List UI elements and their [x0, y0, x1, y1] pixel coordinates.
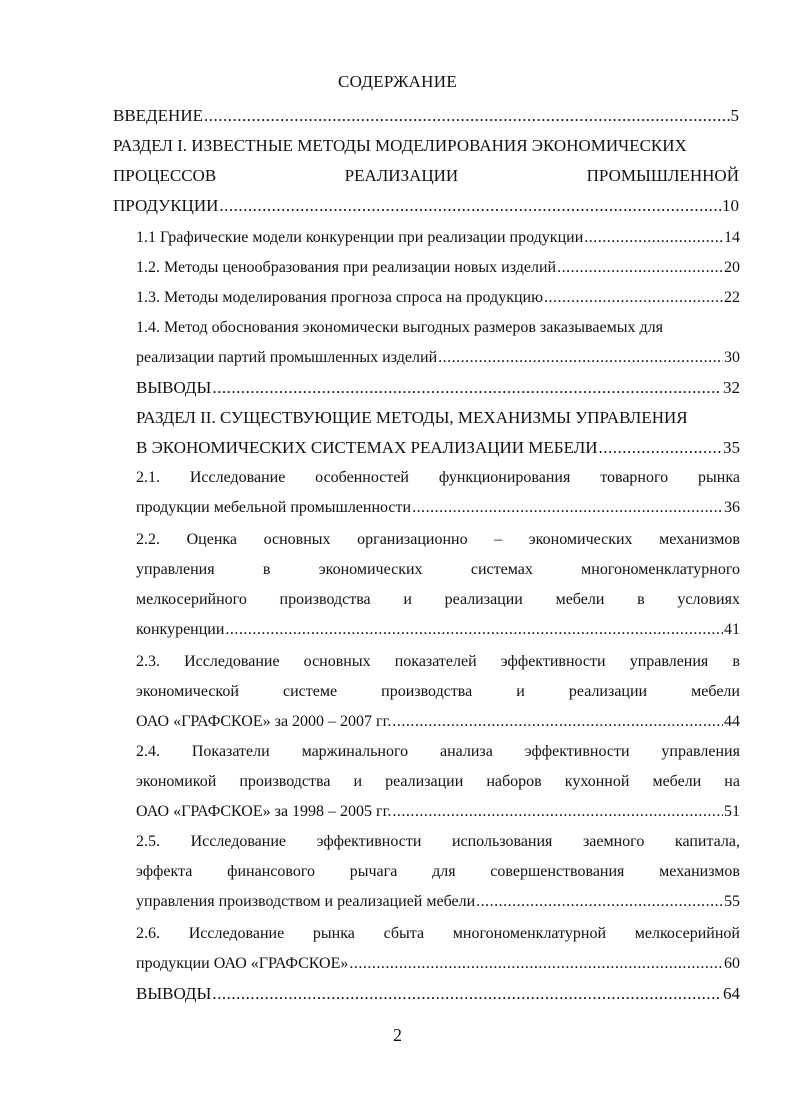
toc-entry-text: РАЗДЕЛ I. ИЗВЕСТНЫЕ МЕТОДЫ МОДЕЛИРОВАНИЯ ЭКОНОМИЧЕСКИХ [113, 136, 687, 155]
toc-word: в [637, 591, 645, 608]
toc-section-1-line-2 [113, 166, 739, 186]
toc-word: 2.1. [136, 469, 160, 486]
toc-word: ПРОЦЕССОВ [113, 166, 217, 185]
toc-page-number: 44 [724, 713, 740, 730]
toc-word: заемного [582, 833, 645, 850]
toc-word: рычага [349, 863, 398, 880]
toc-word: товарного [600, 469, 669, 486]
toc-word: экономических [318, 561, 423, 578]
toc-word: Исследование [184, 653, 280, 670]
toc-entry-text: В ЭКОНОМИЧЕСКИХ СИСТЕМАХ РЕАЛИЗАЦИИ МЕБЕЛИ [136, 438, 598, 457]
toc-entry-1-3 [136, 288, 740, 308]
page-number: 2 [393, 1025, 402, 1045]
toc-entry-1-2 [136, 258, 740, 278]
toc-page-number: 20 [724, 259, 740, 276]
toc-word: и [403, 591, 412, 608]
toc-word: экономических [528, 531, 633, 548]
toc-word: показателей [394, 653, 477, 670]
toc-entry-text: продукции ОАО «ГРАФСКОЕ» [136, 955, 349, 972]
toc-entry-2-4-line-2 [136, 772, 740, 792]
toc-entry-2-3-line-2 [136, 682, 740, 702]
toc-word: анализа [439, 743, 493, 760]
toc-word: для [432, 863, 456, 880]
toc-entry-text: управления производством и реализацией мебели [136, 893, 476, 910]
toc-page-number: 60 [724, 955, 740, 972]
toc-word: системе [283, 683, 338, 700]
toc-word: эффекта [136, 863, 193, 880]
toc-word: маржинального [301, 743, 409, 760]
toc-word: Исследование [189, 469, 286, 486]
toc-word: механизмов [659, 863, 740, 880]
toc-word: функционирования [438, 469, 571, 486]
toc-page-number: 32 [723, 378, 740, 397]
toc-word: Исследование [188, 925, 285, 942]
toc-entry-conclusions-2 [136, 984, 740, 1004]
leader-dots [438, 348, 723, 368]
toc-word: условиях [677, 591, 740, 608]
toc-page-number: 64 [723, 984, 740, 1003]
toc-word: рынка [312, 925, 355, 942]
toc-word: системах [470, 561, 533, 578]
toc-entry-1-1 [136, 228, 740, 248]
toc-entry-text: продукции мебельной промышленности [136, 499, 412, 516]
toc-word: основных [303, 653, 371, 670]
toc-word: наборов [486, 773, 542, 790]
toc-word: финансового [227, 863, 315, 880]
toc-section-1-line-1 [113, 136, 739, 156]
leader-dots [476, 892, 723, 912]
toc-word: эффективности [524, 743, 630, 760]
toc-entry-1-4-line-2 [136, 348, 740, 368]
toc-entry-text: 1.4. Метод обоснования экономически выгодных размеров заказываемых для [136, 319, 663, 336]
toc-word: производства [239, 773, 331, 790]
toc-word: эффективности [316, 833, 422, 850]
toc-entry-2-5-line-3 [136, 892, 740, 912]
toc-word: – [494, 531, 503, 548]
toc-word: многономенклатурной [452, 925, 607, 942]
toc-word: мебели [652, 773, 702, 790]
toc-page-number: 5 [730, 106, 739, 125]
toc-entry-conclusions-1 [136, 378, 740, 398]
toc-page-number: 51 [724, 803, 740, 820]
toc-section-2-line-1 [136, 408, 740, 428]
toc-page-number: 10 [722, 196, 739, 215]
toc-entry-text: 1.3. Методы моделирования прогноза спроса на продукцию [136, 289, 544, 306]
page-title: СОДЕРЖАНИЕ [337, 72, 458, 91]
toc-entry-2-2-line-2 [136, 560, 740, 580]
toc-entry-1-4-line-1 [136, 318, 740, 338]
toc-word: 2.2. [136, 531, 160, 548]
leader-dots [557, 258, 723, 278]
toc-entry-2-6-line-2 [136, 954, 740, 974]
toc-word: реализации [444, 591, 523, 608]
toc-entry-text: РАЗДЕЛ II. СУЩЕСТВУЮЩИЕ МЕТОДЫ, МЕХАНИЗМЫ УПРАВЛЕНИЯ [136, 408, 688, 427]
toc-entry-2-2-line-4 [136, 620, 740, 640]
leader-dots [225, 620, 723, 640]
toc-word: Оценка [186, 531, 238, 548]
toc-word: мебели [691, 683, 740, 700]
toc-page-number: 14 [724, 229, 740, 246]
toc-word: эффективности [500, 653, 606, 670]
toc-entry-text: ОАО «ГРАФСКОЕ» за 1998 – 2005 гг. [136, 803, 392, 820]
toc-entry-text: конкуренции [136, 621, 225, 638]
toc-entry-2-1-line-2 [136, 498, 740, 518]
toc-word: мебели [555, 591, 605, 608]
toc-word: мелкосерийного [136, 591, 247, 608]
toc-entry-2-1-line-1 [136, 468, 740, 488]
toc-word: производства [381, 683, 473, 700]
toc-word: в [732, 653, 740, 670]
toc-page-number: 36 [724, 499, 740, 516]
toc-word: особенностей [315, 469, 409, 486]
toc-word: ПРОМЫШЛЕННОЙ [586, 166, 739, 185]
toc-word: и [353, 773, 363, 790]
toc-page-number: 22 [724, 289, 740, 306]
leader-dots [392, 712, 723, 732]
toc-word: Показатели [191, 743, 270, 760]
toc-word: многономенклатурного [581, 561, 740, 578]
toc-entry-2-5-line-1 [136, 832, 740, 852]
toc-entry-2-3-line-1 [136, 652, 740, 672]
toc-word: реализации [385, 773, 464, 790]
toc-entry-text: ОАО «ГРАФСКОЕ» за 2000 – 2007 гг. [136, 713, 392, 730]
leader-dots [584, 228, 723, 248]
toc-page-number: 55 [724, 893, 740, 910]
toc-word: управления [629, 653, 709, 670]
leader-dots [219, 196, 721, 216]
toc-word: организационно [357, 531, 468, 548]
leader-dots [212, 984, 722, 1004]
toc-word: экономикой [136, 773, 217, 790]
toc-word: 2.6. [136, 925, 160, 942]
toc-entry-text: ВВЕДЕНИЕ [113, 106, 203, 125]
toc-word: основных [263, 531, 331, 548]
toc-entry-2-5-line-2 [136, 862, 740, 882]
toc-word: кухонной [564, 773, 630, 790]
toc-entry-text: 1.1 Графические модели конкуренции при реализации продукции [136, 229, 584, 246]
toc-entry-2-4-line-1 [136, 742, 740, 762]
toc-entry-text: ВЫВОДЫ [136, 984, 212, 1003]
toc-entry-text: ВЫВОДЫ [136, 378, 212, 397]
toc-word: Исследование [190, 833, 287, 850]
toc-entry-2-2-line-1 [136, 530, 740, 550]
toc-entry-intro [113, 106, 739, 126]
toc-entry-text: реализации партий промышленных изделий [136, 349, 438, 366]
toc-word: 2.5. [136, 833, 160, 850]
toc-word: использования [451, 833, 553, 850]
toc-section-2-line-2 [136, 438, 740, 458]
toc-page-number: 41 [724, 621, 740, 638]
toc-word: сбыта [383, 925, 425, 942]
toc-entry-2-3-line-3 [136, 712, 740, 732]
toc-word: на [724, 773, 740, 790]
leader-dots [544, 288, 723, 308]
toc-word: РЕАЛИЗАЦИИ [344, 166, 459, 185]
toc-page-number: 35 [723, 438, 740, 457]
leader-dots [212, 378, 722, 398]
toc-entry-text: 1.2. Методы ценообразования при реализации новых изделий [136, 259, 557, 276]
toc-word: 2.3. [136, 653, 160, 670]
toc-page-number: 30 [724, 349, 740, 366]
leader-dots [599, 438, 722, 458]
toc-word: в [262, 561, 271, 578]
toc-entry-2-6-line-1 [136, 924, 740, 944]
toc-word: совершенствования [490, 863, 625, 880]
leader-dots [349, 954, 723, 974]
toc-word: управления [661, 743, 740, 760]
toc-word: капитала, [674, 833, 740, 850]
toc-word: рынка [698, 469, 740, 486]
toc-entry-2-4-line-3 [136, 802, 740, 822]
toc-word: механизмов [659, 531, 740, 548]
toc-word: реализации [568, 683, 648, 700]
leader-dots [412, 498, 723, 518]
toc-word: производства [279, 591, 371, 608]
leader-dots [392, 802, 723, 822]
toc-entry-text: ПРОДУКЦИИ [113, 196, 219, 215]
toc-word: экономической [136, 683, 239, 700]
toc-word: мелкосерийной [634, 925, 740, 942]
toc-word: 2.4. [136, 743, 160, 760]
toc-word: и [516, 683, 525, 700]
toc-section-1-line-3 [113, 196, 739, 216]
toc-word: управления [136, 561, 215, 578]
toc-entry-2-2-line-3 [136, 590, 740, 610]
leader-dots [204, 106, 730, 126]
